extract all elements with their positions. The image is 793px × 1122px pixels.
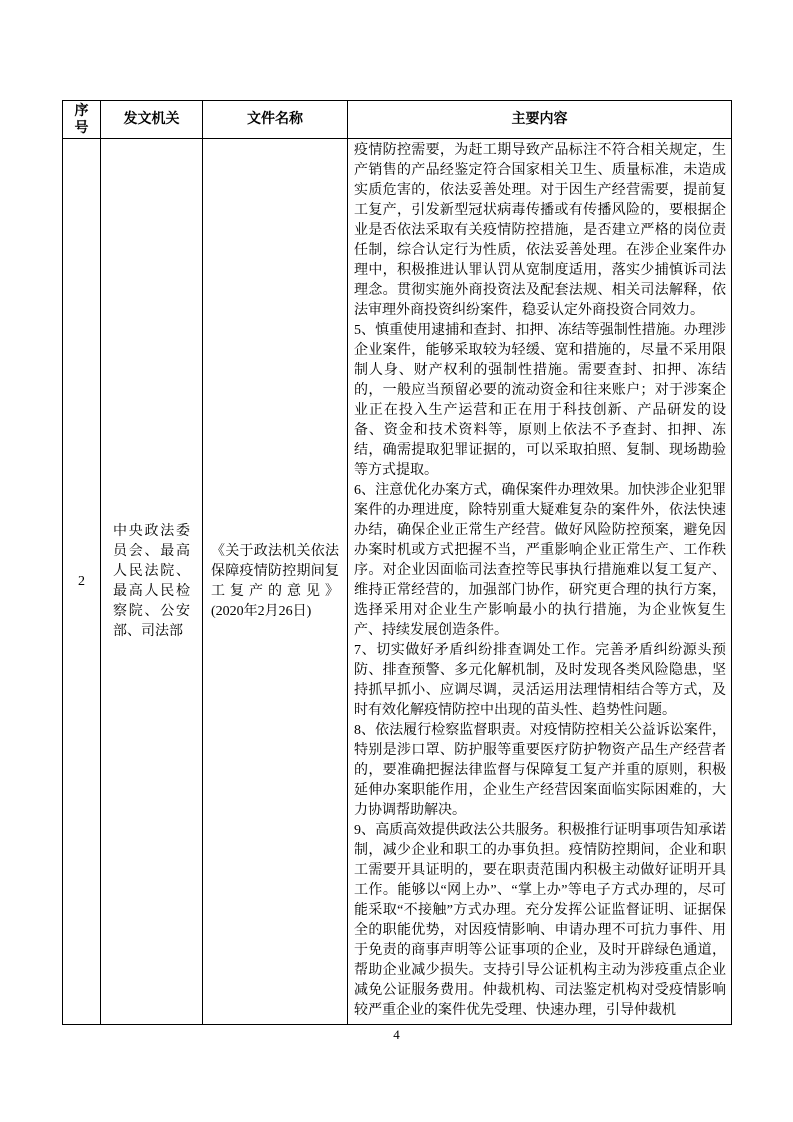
header-cell-index: 序号 bbox=[63, 101, 101, 139]
content-paragraph: 9、高质高效提供政法公共服务。积极推行证明事项告知承诺制，减少企业和职工的办事负担。疫情防控期间，企业和职工需要开具证明的，要在职责范围内积极主动做好证明开具工作。能够以“网上办”、“掌上办”等电子方式办理的，尽可能采取“不接触”方式办理。充分发挥公证监督证明、证据保全的职能优势，对因疫情影响、申请办理不可抗力事件、用于免责的商事声明等公证事项的企业，及时开辟绿色通道，帮助企业减少损失。支持引导公证机构主动为涉疫重点企业减免公证服务费用。仲裁机构、司法鉴定机构对受疫情影响较严重企业的案件优先受理、快速办理，引导仲裁机 bbox=[354, 823, 726, 1018]
content-paragraph: 疫情防控需要，为赶工期导致产品标注不符合相关规定，生产销售的产品经鉴定符合国家相关卫生、质量标准，未造成实质危害的，依法妥善处理。对于因生产经营需要，提前复工复产，引发新型冠状病毒传播或有传播风险的，要根据企业是否依法采取有关疫情防控措施，是否建立严格的岗位责任制，综合认定行为性质，依法妥善处理。在涉企业案件办理中，积极推进认罪认罚从宽制度适用，落实少捕慎诉司法理念。贯彻实施外商投资法及配套法规、相关司法解释，依法审理外商投资纠纷案件，稳妥认定外商投资合同效力。 bbox=[354, 143, 726, 318]
main-content-cell bbox=[348, 139, 732, 1025]
table-row bbox=[63, 139, 732, 1025]
content-paragraph: 8、依法履行检察监督职责。对疫情防控相关公益诉讼案件，特别是涉口罩、防护服等重要医疗防护物资产品生产经营者的，要准确把握法律监督与保障复工复产并重的原则，积极延伸办案职能作用，企业生产经营因案面临实际困难的，大力协调帮助解决。 bbox=[354, 723, 726, 818]
header-cell-agency: 发文机关 bbox=[101, 101, 203, 139]
content-paragraph: 7、切实做好矛盾纠纷排查调处工作。完善矛盾纠纷源头预防、排查预警、多元化解机制，及时发现各类风险隐患，坚持抓早抓小、应调尽调，灵活运用法理情相结合等方式，及时有效化解疫情防控中出现的苗头性、趋势性问题。 bbox=[354, 643, 726, 718]
content-paragraph: 5、慎重使用逮捕和查封、扣押、冻结等强制性措施。办理涉企业案件，能够采取较为轻缓、宽和措施的，尽量不采用限制人身、财产权利的强制性措施。需要查封、扣押、冻结的，一般应当预留必要的流动资金和往来账户；对于涉案企业正在投入生产运营和正在用于科技创新、产品研发的设备、资金和技术资料等，原则上依法不予查封、扣押、冻结，确需提取犯罪证据的，可以采取拍照、复制、现场勘验等方式提取。 bbox=[354, 323, 726, 478]
header-cell-doc-name: 文件名称 bbox=[203, 101, 348, 139]
row-index-cell: 2 bbox=[63, 139, 101, 1025]
content-paragraph: 6、注意优化办案方式，确保案件办理效果。加快涉企业犯罪案件的办理进度，除特别重大疑难复杂的案件外，依法快速办结，确保企业正常生产经营。做好风险防控预案，避免因办案时机或方式把握不当，严重影响企业正常生产、工作秩序。对企业因面临司法查控等民事执行措施难以复工复产、维持正常经营的，加强部门协作，研究更合理的执行方案，选择采用对企业生产影响最小的执行措施，为企业恢复生产、持续发展创造条件。 bbox=[354, 483, 726, 638]
document-name-cell: 《关于政法机关依法保障疫情防控期间复工复产的意见》(2020年2月26日) bbox=[203, 139, 348, 1025]
table-header-row bbox=[63, 101, 732, 139]
regulations-table bbox=[62, 100, 732, 1025]
header-cell-content: 主要内容 bbox=[348, 101, 732, 139]
page-number: 4 bbox=[393, 1027, 400, 1042]
issuing-agency-cell: 中央政法委员会、最高人民法院、最高人民检察院、公安部、司法部 bbox=[101, 139, 203, 1025]
